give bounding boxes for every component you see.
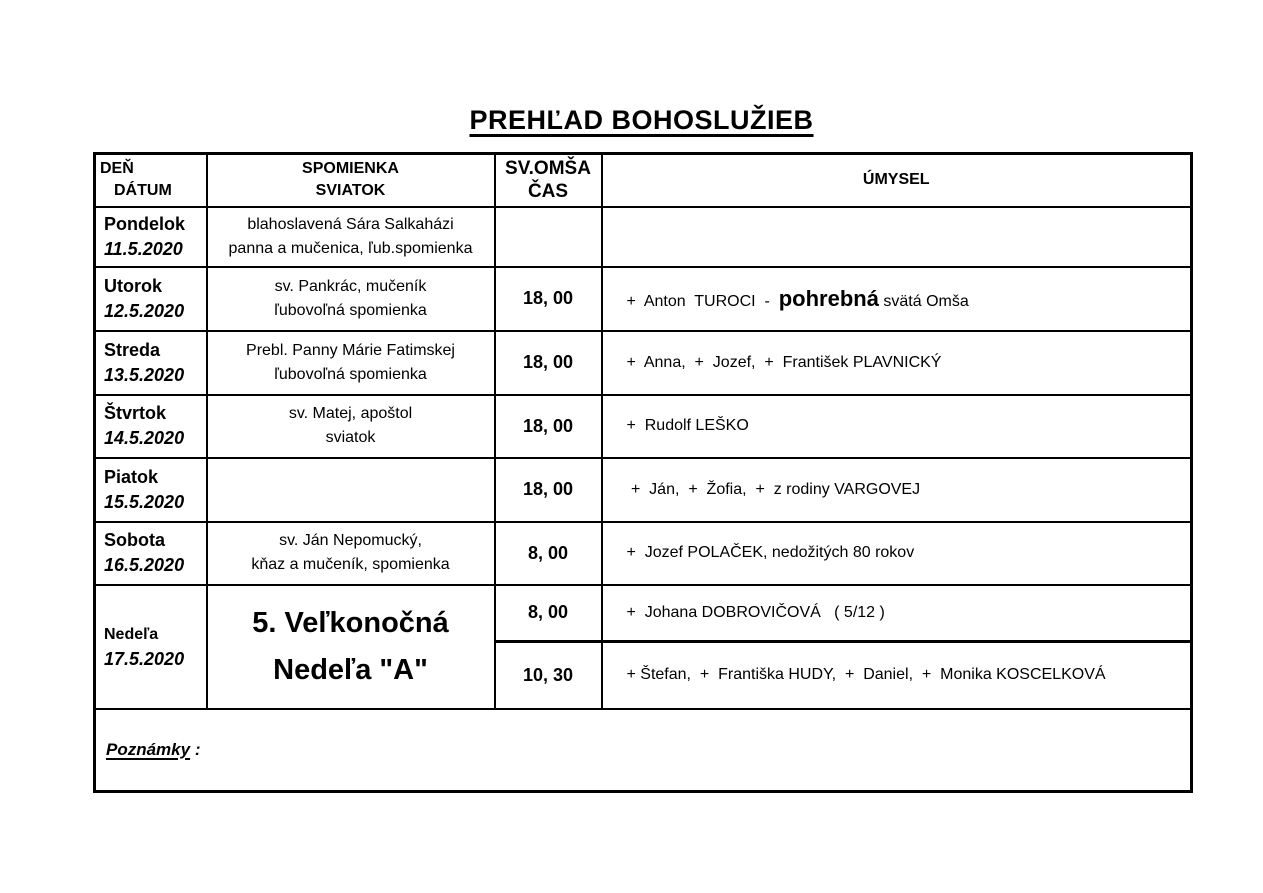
day-name: Piatok [104, 466, 159, 487]
day-date: 13.5.2020 [104, 364, 185, 385]
day-date: 16.5.2020 [104, 555, 185, 575]
intention-cell [602, 207, 1192, 267]
notes-colon: : [190, 739, 201, 759]
day-cell [95, 331, 207, 395]
intention-cell: + Anna, + Jozef, + František PLAVNICKÝ [602, 331, 1192, 395]
notes-row [95, 709, 1192, 792]
day-cell [95, 585, 207, 709]
mass-schedule-table [93, 152, 1193, 793]
mass-time-cell [495, 207, 602, 267]
day-cell [95, 207, 207, 267]
table-row-friday [95, 458, 1192, 522]
memorial-line1: sv. Pankrác, mučeník [274, 277, 427, 295]
table-row-monday [95, 207, 1192, 267]
mass-time-cell: 18, 00 [495, 458, 602, 522]
day-date: 17.5.2020 [104, 648, 185, 669]
mass-time-cell: 8, 00 [495, 522, 602, 585]
day-name: Nedeľa [104, 625, 159, 643]
day-name: Pondelok [104, 213, 186, 234]
intention-cell: + Ján, + Žofia, + z rodiny VARGOVEJ [602, 458, 1192, 522]
header-memorial-line2: SVIATOK [315, 182, 386, 200]
memorial-line2: kňaz a mučeník, spomienka [251, 556, 450, 573]
memorial-line1: Prebl. Panny Márie Fatimskej [246, 341, 455, 359]
intention-emphasis: pohrebná [778, 285, 879, 311]
intention-suffix: svätá Omša [878, 292, 969, 310]
memorial-cell [207, 522, 495, 585]
intention-prefix: + Anton TUROCI - [626, 292, 779, 310]
header-mass-line1: SV.OMŠA [505, 158, 591, 180]
memorial-cell [207, 458, 495, 522]
table-row-sunday-mass1 [95, 585, 1192, 642]
mass-time-cell: 18, 00 [495, 395, 602, 458]
intention-cell: + Štefan, + Františka HUDY, + Daniel, + Monika KOSCELKOVÁ [602, 642, 1192, 709]
day-name: Streda [104, 339, 161, 360]
mass-time-cell: 10, 30 [495, 642, 602, 709]
header-day-line1: DEŇ [100, 160, 134, 178]
day-cell [95, 267, 207, 331]
day-date: 11.5.2020 [104, 238, 183, 259]
day-name: Utorok [104, 275, 162, 296]
header-memorial-line1: SPOMIENKA [302, 160, 399, 178]
mass-time-cell: 18, 00 [495, 331, 602, 395]
intention-cell: + Jozef POLAČEK, nedožitých 80 rokov [602, 522, 1192, 585]
notes-cell [95, 709, 1192, 792]
notes-label: Poznámky [106, 739, 191, 759]
memorial-cell [207, 395, 495, 458]
day-date: 15.5.2020 [104, 491, 185, 512]
header-day-line2: DÁTUM [114, 182, 172, 200]
day-date: 12.5.2020 [104, 300, 185, 321]
table-row-tuesday [95, 267, 1192, 331]
table-row-wednesday [95, 331, 1192, 395]
mass-time-cell: 8, 00 [495, 585, 602, 642]
intention-cell [602, 267, 1192, 331]
header-day-date [95, 154, 207, 207]
page-title [93, 105, 1190, 136]
feast-line1: 5. Veľkonočná [252, 606, 449, 639]
mass-time-cell: 18, 00 [495, 267, 602, 331]
intention-cell: + Rudolf LEŠKO [602, 395, 1192, 458]
day-name: Štvrtok [104, 403, 167, 423]
memorial-cell [207, 207, 495, 267]
memorial-line2: sviatok [325, 429, 376, 446]
memorial-line2: panna a mučenica, ľub.spomienka [228, 239, 473, 257]
memorial-cell [207, 267, 495, 331]
memorial-line1: blahoslavená Sára Salkaházi [247, 215, 454, 233]
intention-cell: + Johana DOBROVIČOVÁ ( 5/12 ) [602, 585, 1192, 642]
header-mass-time [495, 154, 602, 207]
header-mass-line2: ČAS [527, 181, 569, 203]
table-row-thursday [95, 395, 1192, 458]
table-row-saturday [95, 522, 1192, 585]
memorial-line2: ľubovoľná spomienka [274, 301, 427, 319]
memorial-line2: ľubovoľná spomienka [274, 365, 427, 383]
page-title-text: PREHĽAD BOHOSLUŽIEB [469, 105, 814, 135]
header-memorial [207, 154, 495, 207]
memorial-line1: sv. Matej, apoštol [288, 405, 413, 422]
day-date: 14.5.2020 [104, 428, 185, 448]
day-cell [95, 395, 207, 458]
header-row [95, 154, 1192, 207]
header-intention: ÚMYSEL [602, 154, 1192, 207]
memorial-cell [207, 331, 495, 395]
feast-line2: Nedeľa "A" [273, 653, 428, 686]
day-name: Sobota [104, 530, 165, 550]
day-cell [95, 522, 207, 585]
memorial-line1: sv. Ján Nepomucký, [279, 532, 422, 549]
feast-cell [207, 585, 495, 709]
day-cell [95, 458, 207, 522]
